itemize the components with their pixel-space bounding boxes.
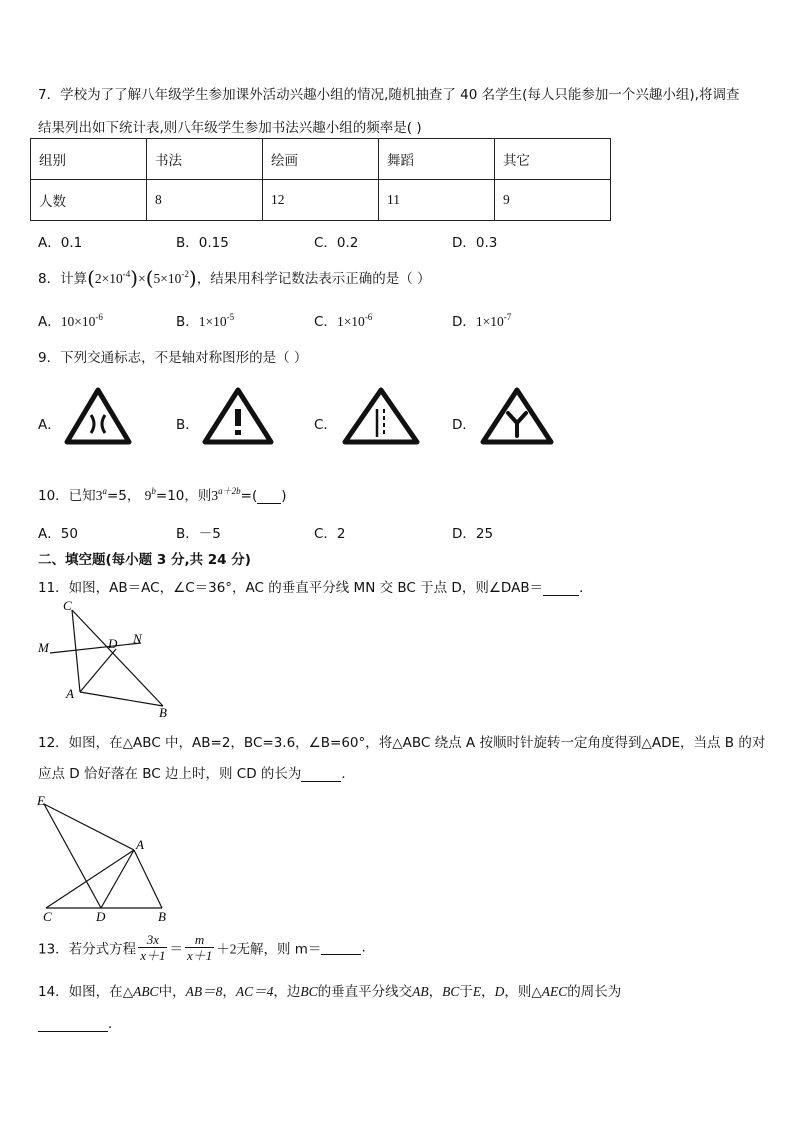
q8-factor-b-exp: -2: [181, 269, 189, 279]
q13-suffix: 无解，则 m＝: [236, 941, 322, 958]
q9-option-b-label: B．: [176, 417, 199, 433]
section-heading: 二、填空题(每小题 3 分,共 24 分): [38, 552, 251, 568]
q14-text: 于: [459, 984, 473, 1000]
q14-text: 的周长为: [567, 984, 622, 1000]
option-label: C．: [314, 314, 337, 330]
q10-exp-a: a: [102, 486, 107, 496]
q9-option-a-label: A．: [38, 417, 61, 433]
q10-val-10: =10，则: [155, 488, 212, 504]
q14-math: BC: [300, 984, 318, 999]
q12-rotation-figure: [34, 790, 184, 924]
option-base: 1×10: [336, 314, 365, 329]
q8-option-b: [176, 310, 234, 330]
table-cell: 9: [495, 180, 611, 221]
q10-option-a: A．50: [38, 526, 78, 542]
q7-option-c: C．0.2: [314, 235, 359, 251]
option-label: D．: [452, 314, 476, 330]
q10-prefix: 10．已知: [38, 488, 96, 504]
narrow-road-sign-icon: [64, 387, 132, 445]
q14-text: 中，: [158, 984, 186, 1000]
q8-prefix: 8．计算: [38, 271, 88, 287]
point-label-e: E: [37, 793, 45, 808]
q14-text: 14．如图，在: [38, 984, 123, 1000]
q14-text: ，边: [273, 984, 301, 1000]
point-label-d: D: [108, 636, 118, 651]
q8-option-a: [38, 310, 103, 330]
q13-end: .: [361, 939, 366, 956]
plus-two: ＋2: [216, 941, 237, 957]
q9-option-d-label: D．: [452, 417, 476, 433]
q14-end: ．: [108, 1016, 122, 1032]
table-row: [31, 139, 611, 180]
q14-math: AC＝4: [235, 984, 274, 999]
q10-option-c: C．2: [314, 526, 346, 542]
q10-option-b: B．－5: [176, 526, 221, 542]
option-base: 10×10: [60, 314, 96, 329]
right-paren: ): [130, 266, 139, 290]
q12-stem-line2: [38, 762, 355, 782]
q10-stem: [38, 484, 287, 504]
q12-end: ．: [341, 766, 355, 782]
point-label-n: N: [133, 631, 142, 646]
table-cell: 人数: [31, 180, 147, 221]
q14-answer-line: [38, 1012, 122, 1032]
q13-stem: [38, 932, 366, 963]
q9-stem: 9．下列交通标志，不是轴对称图形的是（ ）: [38, 350, 308, 366]
q7-option-b: B．0.15: [176, 235, 229, 251]
q8-times: ×: [138, 271, 146, 286]
q11-text: 11．如图，AB＝AC，∠C＝36°，AC 的垂直平分线 MN 交 BC 于点 D，则∠DAB＝: [38, 580, 544, 596]
option-exp: -5: [226, 312, 235, 322]
y-junction-sign-icon: [480, 387, 554, 445]
q7-option-d: D．0.3: [452, 235, 498, 251]
fraction-numerator: m: [185, 932, 214, 948]
table-cell: 组别: [31, 139, 147, 180]
table-cell: 其它: [495, 139, 611, 180]
q8-suffix: ，结果用科学记数法表示正确的是（ ）: [196, 271, 431, 287]
answer-blank: [543, 581, 579, 596]
q14-math: AB: [412, 984, 429, 999]
q8-stem: [38, 266, 431, 290]
q14-math: △AEC: [531, 984, 568, 999]
q8-factor-a: 2×10: [94, 271, 123, 286]
q10-close: ): [281, 488, 287, 504]
point-label-a: A: [66, 686, 74, 701]
option-label: B．: [176, 314, 199, 330]
q14-text: ，: [222, 984, 236, 1000]
table-cell: 11: [379, 180, 495, 221]
table-row: [31, 180, 611, 221]
point-label-c: C: [63, 598, 72, 613]
q7-stem-line1: 7．学校为了了解八年级学生参加课外活动兴趣小组的情况,随机抽查了 40 名学生(每人只能参加一个兴趣小组),将调查: [38, 87, 740, 103]
q11-end: ．: [579, 580, 593, 596]
fraction-denominator: x＋1: [140, 948, 166, 963]
answer-blank: [301, 767, 341, 782]
fraction-denominator: x＋1: [186, 948, 213, 963]
q10-option-d: D．25: [452, 526, 494, 542]
fraction-numerator: 3x: [138, 932, 167, 948]
q10-base-9: 9: [144, 488, 152, 503]
point-label-d: D: [96, 909, 106, 924]
fraction-m: [185, 932, 214, 963]
answer-blank: [38, 1017, 108, 1032]
q14-math: AB＝8: [185, 984, 223, 999]
q11-triangle-figure: [36, 596, 176, 720]
frequency-table: [30, 138, 611, 221]
left-paren: (: [145, 266, 154, 290]
point-label-c: C: [43, 909, 52, 924]
q9-option-c-label: C．: [314, 417, 337, 433]
q8-option-d: [452, 310, 511, 330]
q12-text: 应点 D 恰好落在 BC 边上时，则 CD 的长为: [38, 766, 302, 782]
option-exp: -7: [503, 312, 512, 322]
q12-stem-line1: 12．如图，在△ABC 中，AB=2，BC=3.6，∠B=60°，将△ABC 绕点 A 按顺时针旋转一定角度得到△ADE，当点 B 的对: [38, 735, 766, 751]
lane-divider-sign-icon: [342, 387, 420, 445]
point-label-b: B: [158, 909, 166, 924]
q14-math: D: [494, 984, 505, 999]
q14-math: △ABC: [122, 984, 159, 999]
answer-blank: [257, 489, 281, 504]
q14-math: BC: [442, 984, 460, 999]
q10-base-3b: 3: [211, 488, 219, 503]
q14-text: ，: [428, 984, 443, 1000]
table-cell: 绘画: [263, 139, 379, 180]
q10-open: =(: [240, 488, 258, 504]
answer-blank: [321, 940, 361, 955]
option-exp: -6: [364, 312, 373, 322]
q10-exp-a2b: a＋2b: [218, 486, 241, 496]
table-cell: 书法: [147, 139, 263, 180]
q11-stem: [38, 576, 593, 596]
equals-sign: ＝: [169, 941, 183, 957]
point-label-m: M: [38, 640, 49, 655]
q14-math: E: [472, 984, 482, 999]
point-label-a: A: [136, 837, 144, 852]
q7-option-a: A．0.1: [38, 235, 83, 251]
fraction-3x: [138, 932, 167, 963]
q14-text: 的垂直平分线交: [317, 984, 413, 1000]
option-base: 1×10: [475, 314, 504, 329]
table-cell: 8: [147, 180, 263, 221]
q8-factor-a-exp: -4: [122, 269, 131, 279]
table-cell: 舞蹈: [379, 139, 495, 180]
q14-text: ，: [481, 984, 495, 1000]
right-paren: ): [188, 266, 197, 290]
q10-exp-b: b: [151, 486, 156, 496]
q13-prefix: 13．若分式方程: [38, 941, 137, 958]
option-label: A．: [38, 314, 61, 330]
left-paren: (: [87, 266, 95, 290]
option-base: 1×10: [198, 314, 227, 329]
q14-text: ，则: [504, 984, 532, 1000]
q8-option-c: [314, 310, 372, 330]
q10-val-5: =5，: [106, 488, 141, 504]
q10-base-3: 3: [95, 488, 103, 503]
table-cell: 12: [263, 180, 379, 221]
option-exp: -6: [95, 312, 103, 322]
point-label-b: B: [159, 705, 167, 720]
q8-factor-b: 5×10: [153, 271, 182, 286]
q7-stem-line2: 结果列出如下统计表,则八年级学生参加书法兴趣小组的频率是( ): [38, 120, 422, 136]
q14-stem: [38, 980, 621, 1000]
warning-exclamation-sign-icon: [202, 387, 274, 445]
